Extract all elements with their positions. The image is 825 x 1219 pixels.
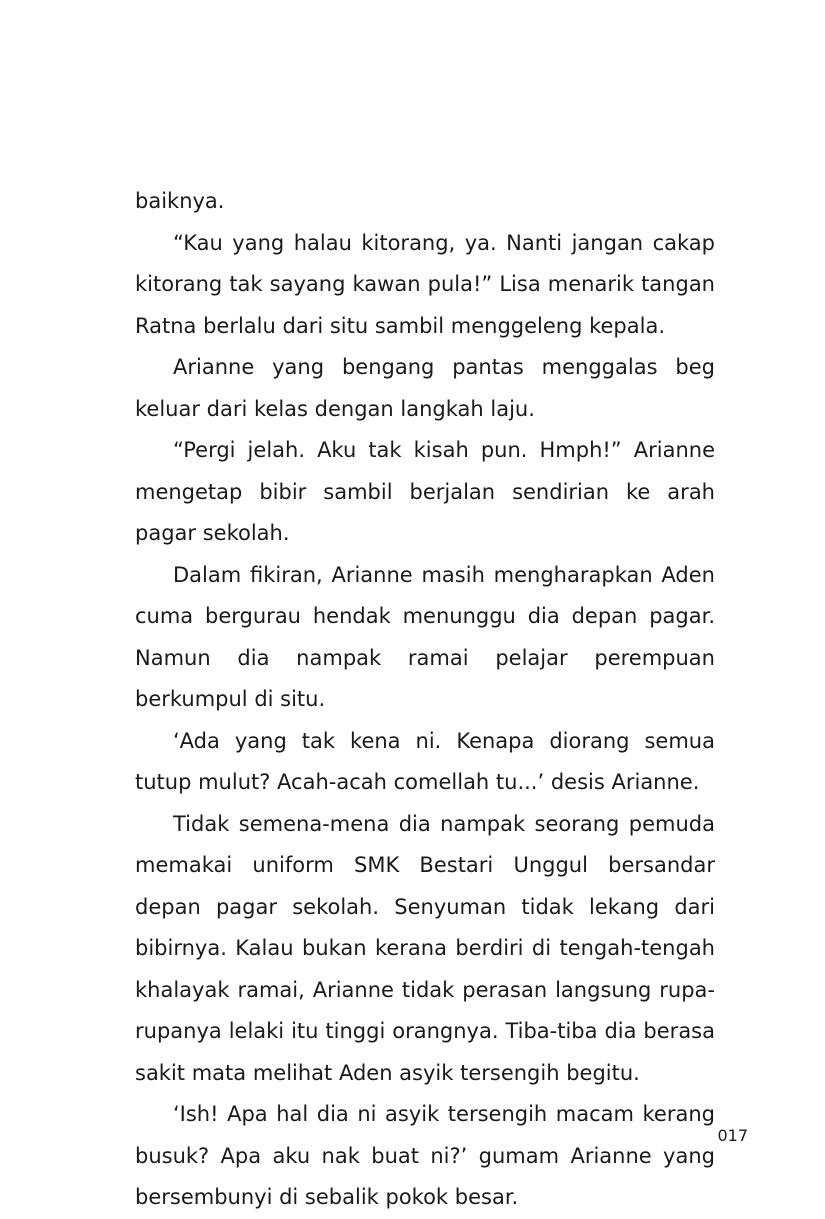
paragraph: Dalam fikiran, Arianne masih mengharapkan Aden cuma bergurau hendak menunggu dia depan pagar. Namun dia nampak ramai pelajar perempuan berkumpul di situ. [135, 562, 715, 711]
paragraph: ‘Ish! Apa hal dia ni asyik tersengih macam kerang busuk? Apa aku nak buat ni?’ gumam Arianne yang bersembunyi di sebalik pokok besar. [135, 1102, 715, 1209]
paragraph: Arianne yang bengang pantas menggalas beg keluar dari kelas dengan langkah laju. [135, 355, 715, 421]
paragraph: “Kau yang halau kitorang, ya. Nanti jangan cakap kitorang tak sayang kawan pula!” Lisa menarik tangan Ratna berlalu dari situ sambil menggeleng kepala. [135, 230, 715, 338]
paragraph: “Pergi jelah. Aku tak kisah pun. Hmph!” Arianne mengetap bibir sambil berjalan sendirian ke arah pagar sekolah. [135, 438, 715, 545]
body-text [135, 181, 715, 1219]
paragraph: Tidak semena-mena dia nampak seorang pemuda memakai uniform SMK Bestari Unggul bersandar depan pagar sekolah. Senyuman tidak lekang dari bibirnya. Kalau bukan kerana berdiri di tengah-tengah khalayak ramai, Arianne tidak perasan langsung rupa-rupanya lelaki itu tinggi orangnya. Tiba-tiba dia berasa sakit mata melihat Aden asyik tersengih begitu. [135, 811, 715, 1085]
paragraph: ‘Ada yang tak kena ni. Kenapa diorang semua tutup mulut? Acah-acah comellah tu...’ desis Arianne. [135, 728, 715, 794]
page-number: 017 [717, 1126, 748, 1145]
paragraph: baiknya. [135, 189, 225, 213]
